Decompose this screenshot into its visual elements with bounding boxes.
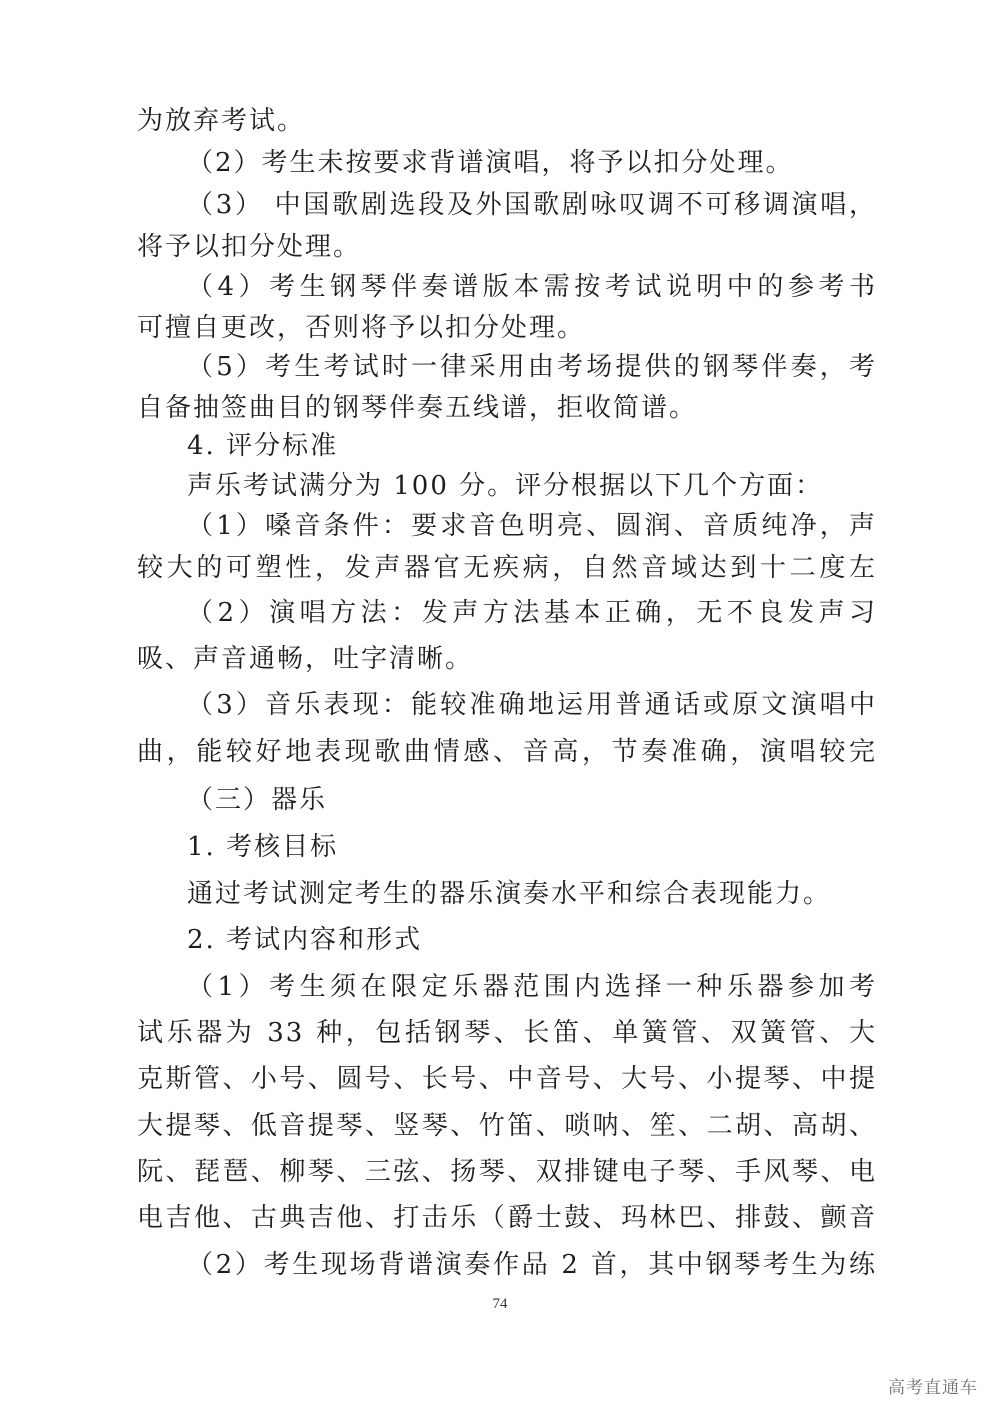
text-line: （2）演唱方法：发声方法基本正确，无不良发声习 [187, 598, 877, 628]
text-line: 阮、琵琶、柳琴、三弦、扬琴、双排键电子琴、手风琴、电 [137, 1157, 877, 1187]
text-line: （1）嗓音条件：要求音色明亮、圆润、音质纯净，声 [187, 511, 877, 541]
text-line: 较大的可塑性，发声器官无疾病，自然音域达到十二度左 [137, 553, 877, 583]
text-line: （3） 中国歌剧选段及外国歌剧咏叹调不可移调演唱， [187, 190, 877, 220]
text-line: 曲，能较好地表现歌曲情感、音高，节奏准确，演唱较完 [137, 737, 877, 767]
watermark-text: 高考直通车 [888, 1378, 978, 1398]
section-heading: 2. 考试内容和形式 [187, 925, 423, 955]
text-line: 电吉他、古典吉他、打击乐（爵士鼓、玛林巴、排鼓、颤音 [137, 1203, 877, 1233]
text-line: 通过考试测定考生的器乐演奏水平和综合表现能力。 [187, 879, 832, 909]
text-line: 将予以扣分处理。 [137, 232, 362, 262]
text-line: 为放弃考试。 [137, 106, 306, 136]
section-heading: 4. 评分标准 [187, 431, 339, 461]
section-heading: 1. 考核目标 [187, 832, 339, 862]
text-line: （2）考生未按要求背谱演唱，将予以扣分处理。 [187, 148, 794, 178]
text-line: 试乐器为 33 种，包括钢琴、长笛、单簧管、双簧管、大 [137, 1018, 877, 1048]
text-line: 自备抽签曲目的钢琴伴奏五线谱，拒收简谱。 [137, 393, 698, 423]
text-line: 吸、声音通畅，吐字清晰。 [137, 644, 474, 674]
text-line: 可擅自更改，否则将予以扣分处理。 [137, 313, 586, 343]
section-heading: （三）器乐 [187, 785, 328, 815]
text-line: （4）考生钢琴伴奏谱版本需按考试说明中的参考书 [187, 272, 877, 302]
text-line: （3）音乐表现：能较准确地运用普通话或原文演唱中 [187, 690, 877, 720]
text-line: 大提琴、低音提琴、竖琴、竹笛、唢呐、笙、二胡、高胡、 [137, 1111, 877, 1141]
text-line: （1）考生须在限定乐器范围内选择一种乐器参加考 [187, 972, 877, 1002]
text-line: 声乐考试满分为 100 分。评分根据以下几个方面： [187, 471, 824, 501]
page-number: 74 [492, 1296, 508, 1312]
text-line: （2）考生现场背谱演奏作品 2 首，其中钢琴考生为练 [187, 1250, 877, 1280]
text-line: （5）考生考试时一律采用由考场提供的钢琴伴奏，考 [187, 352, 877, 382]
text-line: 克斯管、小号、圆号、长号、中音号、大号、小提琴、中提 [137, 1064, 877, 1094]
